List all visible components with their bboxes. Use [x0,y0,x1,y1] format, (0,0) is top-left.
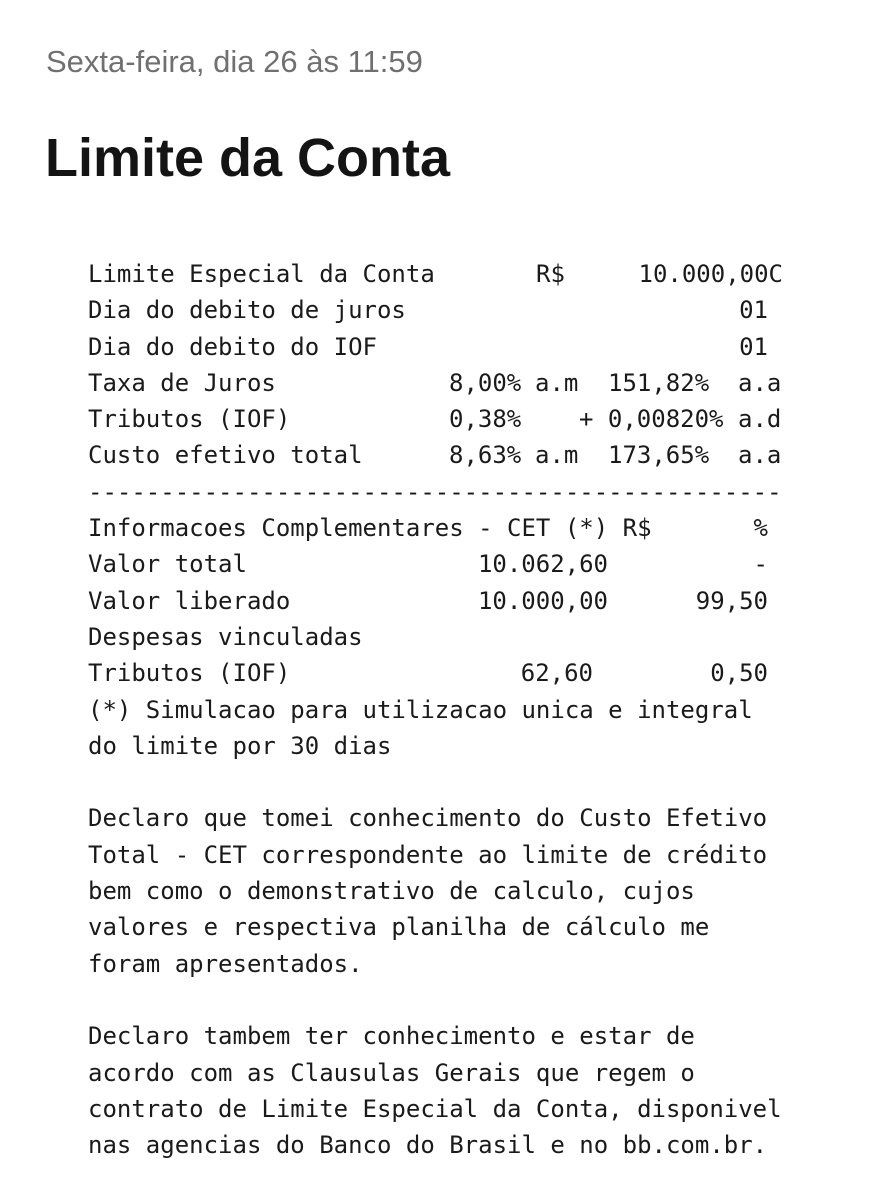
declaracao1-line: valores e respectiva planilha de cálculo me [88,913,710,942]
limite-currency: R$ [536,260,565,288]
custo-monthly-unit: a.m [535,441,579,470]
custo-label: Custo efetivo total [88,441,363,470]
custo-annual: 173,65% [608,441,710,470]
declaracao1-line: foram apresentados. [88,949,363,978]
row-valor-total [88,546,788,582]
valor-liberado-amount: 10.000,00 [477,586,608,615]
valor-total-label: Valor total [88,550,247,579]
tributos-label: Tributos (IOF) [88,405,291,434]
valor-liberado-pct: 99,50 [695,586,768,615]
custo-annual-unit: a.a [738,441,782,470]
complementares-header-label: Informacoes Complementares - CET (*) R$ [88,514,652,543]
row-valor-liberado [88,583,788,619]
custo-monthly: 8,63% [449,441,522,470]
dia-juros-value: 01 [739,296,768,325]
tributos-c-pct: 0,50 [710,659,768,688]
valor-total-amount: 10.062,60 [477,550,608,579]
declaracao1-line: bem como o demonstrativo de calculo, cujos [88,877,695,906]
limite-label: Limite Especial da Conta [88,260,435,288]
taxa-monthly: 8,00% [449,368,522,397]
timestamp: Sexta-feira, dia 26 às 11:59 [46,44,423,79]
taxa-annual-unit: a.a [738,368,782,397]
despesas-label: Despesas vinculadas [88,622,363,651]
declaracao1-line: Declaro que tomei conhecimento do Custo Efetivo [88,804,768,833]
tributos-daily: + 0,00820% [579,405,724,434]
tributos-c-amount: 62,60 [520,659,593,688]
row-despesas [88,619,788,655]
taxa-annual: 151,82% [608,368,710,397]
row-dia-iof [88,329,788,365]
declaracao2-line: acordo com as Clausulas Gerais que regem o [88,1058,695,1087]
complementares-header-pct: % [753,514,768,543]
row-dia-juros [88,292,788,328]
declaracao2-line: contrato de Limite Especial da Conta, disponivel [88,1094,782,1123]
declaracao1-line: Total - CET correspondente ao limite de crédito [88,840,768,869]
simulation-note-line2: do limite por 30 dias [88,731,392,760]
taxa-label: Taxa de Juros [88,368,276,397]
dia-juros-label: Dia do debito de juros [88,296,406,325]
separator-line: ------------------------------------------------ [88,477,782,506]
row-tributos-complementares [88,655,788,691]
tributos-daily-unit: a.d [738,405,782,434]
page-title: Limite da Conta [45,128,451,188]
row-tributos [88,401,788,437]
valor-liberado-label: Valor liberado [88,586,291,615]
row-complementares-header [88,510,788,546]
spacer [88,764,788,800]
tributos-rate: 0,38% [449,405,522,434]
tributos-c-label: Tributos (IOF) [88,659,291,688]
spacer [88,982,788,1018]
dia-iof-label: Dia do debito do IOF [88,332,377,361]
declaracao2-line: nas agencias do Banco do Brasil e no bb.com.br. [88,1131,768,1160]
row-taxa [88,365,788,401]
taxa-monthly-unit: a.m [535,368,579,397]
declaracao2-line: Declaro tambem ter conhecimento e estar de [88,1022,695,1051]
simulation-note-line1: (*) Simulacao para utilizacao unica e integral [88,695,753,724]
dia-iof-value: 01 [739,332,768,361]
row-custo [88,437,788,473]
limite-value: 10.000,00C [638,260,783,288]
row-limite [88,256,788,292]
valor-total-pct: - [753,550,768,579]
receipt [88,256,788,1163]
